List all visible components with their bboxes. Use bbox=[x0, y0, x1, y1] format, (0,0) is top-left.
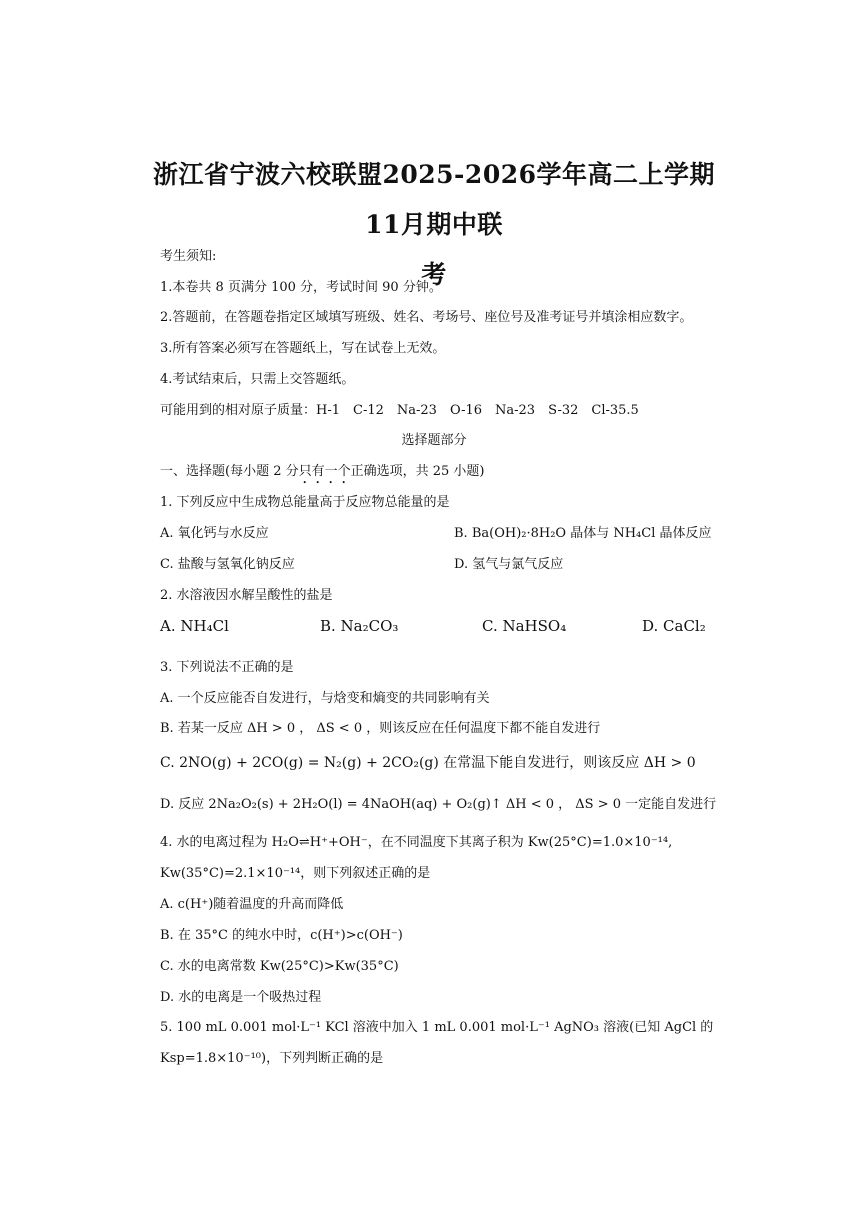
question-2-option-d: D. CaCl₂ bbox=[642, 617, 706, 635]
question-5-stem-line-2: Ksp=1.8×10⁻¹⁰)，下列判断正确的是 bbox=[160, 1051, 384, 1066]
question-2-option-c: C. NaHSO₄ bbox=[482, 617, 567, 635]
question-4-option-d: D. 水的电离是一个吸热过程 bbox=[160, 990, 322, 1005]
notice-item-4: 4.考试结束后，只需上交答题纸。 bbox=[160, 372, 355, 387]
question-2-option-a: A. NH₄Cl bbox=[160, 617, 229, 635]
question-1-stem: 1. 下列反应中生成物总能量高于反应物总能量的是 bbox=[160, 495, 450, 510]
part-one-heading bbox=[160, 460, 485, 487]
question-4-option-c: C. 水的电离常数 Kw(25°C)>Kw(35°C) bbox=[160, 959, 399, 974]
atomic-masses: 可能用到的相对原子质量：H-1 C-12 Na-23 O-16 Na-23 S-32 Cl-35.5 bbox=[160, 403, 639, 418]
notice-item-2: 2.答题前，在答题卷指定区域填写班级、姓名、考场号、座位号及准考证号并填涂相应数字。 bbox=[160, 310, 693, 325]
question-3-option-a: A. 一个反应能否自发进行，与焓变和熵变的共同影响有关 bbox=[160, 691, 490, 706]
part-one-prefix: 一、选择题(每小题 2 分 bbox=[160, 464, 299, 479]
section-heading: 选择题部分 bbox=[401, 433, 467, 448]
question-1-option-c: C. 盐酸与氢氧化钠反应 bbox=[160, 557, 295, 572]
question-1-option-b: B. Ba(OH)₂·8H₂O 晶体与 NH₄Cl 晶体反应 bbox=[454, 526, 712, 541]
question-2-option-b: B. Na₂CO₃ bbox=[320, 617, 399, 635]
question-5-stem-line-1: 5. 100 mL 0.001 mol·L⁻¹ KCl 溶液中加入 1 mL 0.001 mol·L⁻¹ AgNO₃ 溶液(已知 AgCl 的 bbox=[160, 1020, 714, 1035]
notice-item-1: 1.本卷共 8 页满分 100 分，考试时间 90 分钟。 bbox=[160, 280, 442, 295]
question-4-stem-line-2: Kw(35°C)=2.1×10⁻¹⁴，则下列叙述正确的是 bbox=[160, 866, 431, 881]
question-4-stem-line-1: 4. 水的电离过程为 H₂O⇌H⁺+OH⁻，在不同温度下其离子积为 Kw(25°C)=1.0×10⁻¹⁴, bbox=[160, 835, 673, 850]
title-line-1: 浙江省宁波六校联盟2025-2026学年高二上学期11月期中联 bbox=[152, 160, 716, 239]
part-one-emphasis: 只有一个 bbox=[298, 464, 351, 479]
part-one-suffix: 正确选项，共 25 小题) bbox=[350, 464, 485, 479]
title-line-2: 考 bbox=[421, 260, 447, 289]
question-4-option-a: A. c(H⁺)随着温度的升高而降低 bbox=[160, 897, 344, 912]
question-1-option-a: A. 氧化钙与水反应 bbox=[160, 526, 269, 541]
question-3-stem: 3. 下列说法不正确的是 bbox=[160, 660, 294, 675]
question-3-option-b: B. 若某一反应 ΔH > 0 ， ΔS < 0 ，则该反应在任何温度下都不能自发进行 bbox=[160, 721, 601, 736]
notice-item-3: 3.所有答案必须写在答题纸上，写在试卷上无效。 bbox=[160, 341, 446, 356]
question-3-option-c: C. 2NO(g) + 2CO(g) = N₂(g) + 2CO₂(g) 在常温下能自发进行，则该反应 ΔH > 0 bbox=[160, 755, 696, 771]
question-2-stem: 2. 水溶液因水解呈酸性的盐是 bbox=[160, 588, 333, 603]
question-1-option-d: D. 氢气与氯气反应 bbox=[454, 557, 564, 572]
question-4-option-b: B. 在 35°C 的纯水中时，c(H⁺)>c(OH⁻) bbox=[160, 928, 403, 943]
question-3-option-d: D. 反应 2Na₂O₂(s) + 2H₂O(l) = 4NaOH(aq) + O₂(g)↑ ΔH < 0 ， ΔS > 0 一定能自发进行 bbox=[160, 797, 717, 812]
notice-heading: 考生须知: bbox=[160, 249, 217, 264]
